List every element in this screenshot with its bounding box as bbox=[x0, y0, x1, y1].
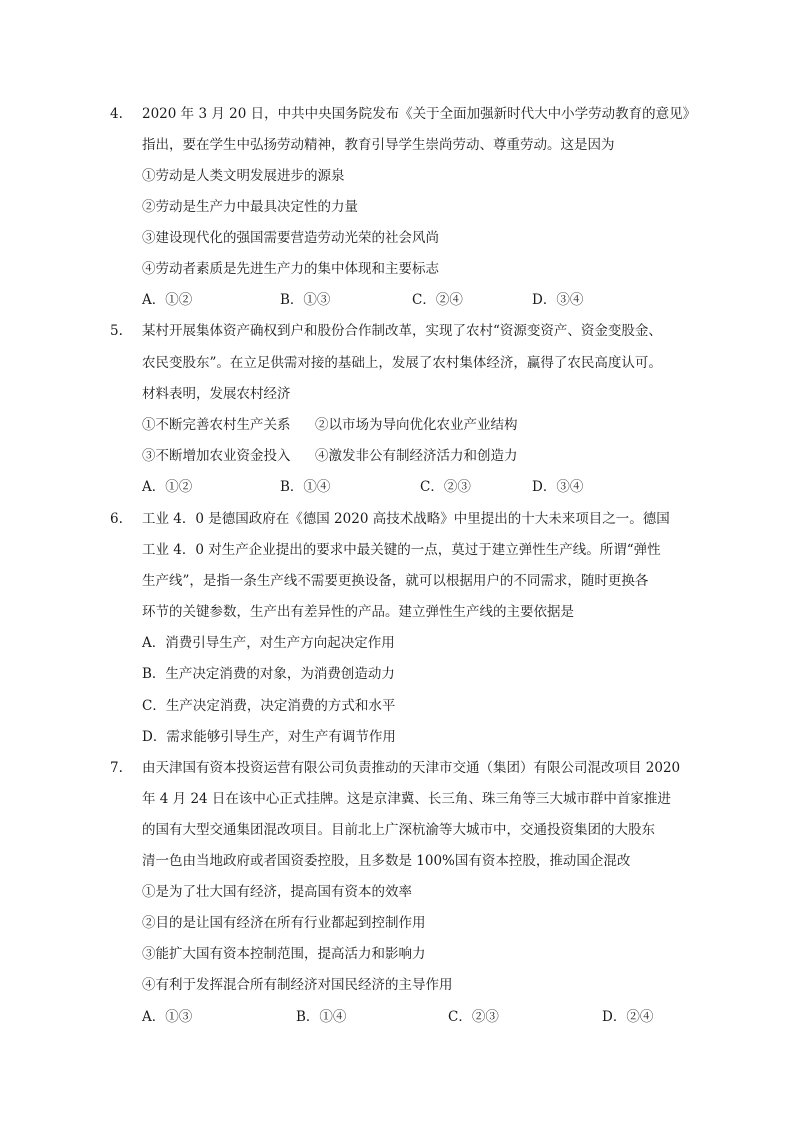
statement-item: ②以市场为导向优化农业产业结构 bbox=[315, 417, 518, 433]
statement-item: ④激发非公有制经济活力和创造力 bbox=[315, 448, 518, 464]
question-number: 5. bbox=[110, 323, 123, 339]
question-stem-line: 的国有大型交通集团混改项目。目前北上广深杭渝等大城市中，交通投资集团的大股东 bbox=[142, 822, 655, 838]
answer-option-c: C．②③ bbox=[420, 479, 471, 495]
answer-option-c: C．②③ bbox=[448, 1009, 499, 1025]
answer-option-d: D．需求能够引导生产，对生产有调节作用 bbox=[142, 729, 396, 745]
statement-item: ②劳动是生产力中最具决定性的力量 bbox=[142, 199, 358, 215]
answer-option-a: A．消费引导生产，对生产方向起决定作用 bbox=[142, 635, 395, 651]
answer-option-a: A．①③ bbox=[142, 1009, 193, 1025]
question-stem-line: 某村开展集体资产确权到户和股份合作制改革，实现了农村“资源变资产、资金变股金、 bbox=[142, 323, 662, 339]
answer-option-b: B．①④ bbox=[296, 1009, 347, 1025]
answer-option-c: C．生产决定消费，决定消费的方式和水平 bbox=[142, 698, 396, 714]
answer-option-c: C．②④ bbox=[412, 292, 463, 308]
answer-option-b: B．①③ bbox=[280, 292, 331, 308]
question-number: 6. bbox=[110, 511, 123, 527]
statement-item: ④劳动者素质是先进生产力的集中体现和主要标志 bbox=[142, 261, 439, 277]
question-number: 7. bbox=[110, 760, 123, 776]
statement-item: ③不断增加农业资金投入 bbox=[142, 448, 291, 464]
answer-option-d: D．③④ bbox=[532, 479, 584, 495]
question-stem-line: 指出，要在学生中弘扬劳动精神，教育引导学生崇尚劳动、尊重劳动。这是因为 bbox=[142, 137, 615, 153]
question-stem-line: 2020 年 3 月 20 日，中共中央国务院发布《关于全面加强新时代大中小学劳动教育的意见》 bbox=[142, 106, 697, 122]
question-stem-line: 工业 4．0 对生产企业提出的要求中最关键的一点，莫过于建立弹性生产线。所谓“弹性 bbox=[142, 542, 661, 558]
answer-option-b: B．①④ bbox=[280, 479, 331, 495]
answer-option-b: B．生产决定消费的对象，为消费创造动力 bbox=[142, 666, 395, 682]
answer-option-d: D．③④ bbox=[532, 292, 584, 308]
statement-item: ④有利于发挥混合所有制经济对国民经济的主导作用 bbox=[142, 977, 453, 993]
question-stem-line: 生产线”，是指一条生产线不需要更换设备，就可以根据用户的不同需求，随时更换各 bbox=[142, 573, 649, 589]
statement-item: ②目的是让国有经济在所有行业都起到控制作用 bbox=[142, 915, 426, 931]
answer-option-a: A．①② bbox=[142, 292, 193, 308]
statement-item: ①劳动是人类文明发展进步的源泉 bbox=[142, 168, 345, 184]
question-stem-line: 材料表明，发展农村经济 bbox=[142, 386, 291, 402]
statement-item: ③建设现代化的强国需要营造劳动光荣的社会风尚 bbox=[142, 230, 439, 246]
question-number: 4. bbox=[110, 106, 123, 122]
question-stem-line: 工业 4．0 是德国政府在《德国 2020 高技术战略》中里提出的十大未来项目之一。德国 bbox=[142, 511, 670, 527]
answer-option-a: A．①② bbox=[142, 479, 193, 495]
question-stem-line: 由天津国有资本投资运营有限公司负责推动的天津市交通（集团）有限公司混改项目 2020 bbox=[142, 760, 681, 776]
question-stem-line: 年 4 月 24 日在该中心正式挂牌。这是京津冀、长三角、珠三角等三大城市群中首家推进 bbox=[142, 791, 671, 807]
question-stem-line: 环节的关键参数，生产出有差异性的产品。建立弹性生产线的主要依据是 bbox=[142, 604, 574, 620]
answer-option-d: D．②④ bbox=[602, 1009, 654, 1025]
question-stem-line: 清一色由当地政府或者国资委控股，且多数是 100%国有资本控股，推动国企混改 bbox=[142, 853, 631, 869]
statement-item: ①不断完善农村生产关系 bbox=[142, 417, 291, 433]
statement-item: ①是为了壮大国有经济，提高国有资本的效率 bbox=[142, 884, 412, 900]
statement-item: ③能扩大国有资本控制范围，提高活力和影响力 bbox=[142, 946, 426, 962]
question-stem-line: 农民变股东”。在立足供需对接的基础上，发展了农村集体经济，赢得了农民高度认可。 bbox=[142, 355, 662, 371]
